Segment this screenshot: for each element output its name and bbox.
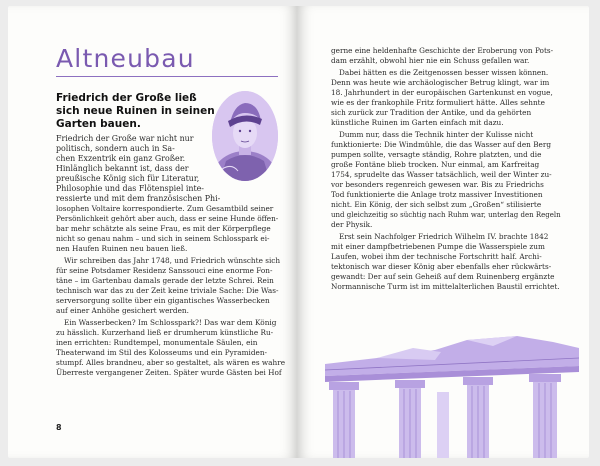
right-page: [297, 6, 589, 458]
text-line: Überreste vergangener Zeiten. Später wurde Gästen bei Hof: [56, 368, 282, 377]
text-line: 18. Jahrhundert in der europäischen Gartenkunst en vogue,: [331, 88, 553, 97]
text-line: Hinlänglich bekannt ist, dass der: [56, 164, 189, 173]
text-line: Persönlichkeit gehört aber auch, dass er seine Hunde öffen-: [56, 214, 279, 223]
left-body-text: [8, 6, 297, 458]
text-line: und gleichzeitig so süchtig nach Ruhm war, unterlag den Regeln: [331, 211, 561, 219]
lead-paragraph: Friedrich der Große ließ sich neue Ruinen in seinen Garten bauen.: [56, 92, 215, 130]
text-line: für seine Potsdamer Residenz Sanssouci eine enorme Fon-: [56, 266, 273, 275]
ruined-temple-columns-icon: [317, 336, 579, 458]
text-line: gerne eine heldenhafte Geschichte der Eroberung von Pots-: [331, 46, 554, 55]
text-line: nicht. Ein König, der sich selbst zum „Großen“ stilisierte: [331, 200, 542, 209]
text-line: serversorgung sollte über ein gigantisches Wasserbecken: [56, 296, 270, 305]
text-line: inen errichten: Rundtempel, monumentale Säulen, ein: [56, 338, 258, 347]
text-line: bar mehr schätzte als seine Frau, es mit der Körperpflege: [56, 224, 271, 233]
text-line: gewandt: Der auf sein Geheiß auf dem Ruinenberg ergänzte: [331, 272, 555, 281]
left-page: [8, 6, 297, 458]
text-line: technisch war das zu der Zeit keine triviale Sache: Die Was-: [56, 286, 279, 295]
text-line: nen Haufen Ruinen neu bauen ließ.: [56, 244, 188, 253]
text-line: losophen Voltaire korrespondierte. Zum Gesamtbild seiner: [56, 204, 274, 213]
text-line: Theaterwand im Stil des Kolosseums und ein Pyramiden-: [56, 348, 268, 357]
text-line: Dabei hätten es die Zeitgenossen besser wissen können.: [339, 68, 549, 77]
text-line: pumpen sollte, versagte ständig, Rohre platzten, und die: [331, 150, 542, 159]
page-number: 8: [56, 423, 62, 432]
text-line: dam erzählt, obwohl hier nie ein Schuss gefallen war.: [331, 56, 530, 65]
text-line: ressierte und mit dem französischen Phi-: [56, 194, 221, 203]
text-line: sich zurück zur Tradition der Antike, und da gehörten: [331, 108, 532, 117]
text-line: zu hässlich. Kurzerhand ließ er drumherum künstliche Ru-: [56, 328, 274, 337]
text-line: preußische König sich für Literatur,: [56, 174, 200, 183]
text-line: politisch, sondern auch in Sa-: [56, 144, 175, 153]
text-line: täne – im Gartenbau damals gerade der letzte Schrei. Rein: [56, 276, 274, 285]
text-line: mit einer dampfbetriebenen Pumpe die Wasserspiele zum: [331, 242, 545, 251]
chapter-title: Altneubau: [56, 44, 195, 73]
text-line: wie es der frankophile Fritz formuliert hätte. Alles sehnte: [331, 98, 545, 107]
text-line: tektonisch war dieser König aber ebenfalls eher rückwärts-: [331, 262, 552, 271]
text-line: 1754, sprudelte das Wasser tatsächlich, weil der Winter zu-: [331, 170, 552, 179]
text-line: Ein Wasserbecken? Im Schlosspark?! Das war dem König: [64, 318, 277, 327]
text-line: stumpf. Alles brandneu, aber so gestaltet, als wären es wahre: [56, 358, 286, 367]
text-line: nicht so genau nahm – und sich in seinem Schlosspark ei-: [56, 234, 270, 243]
text-line: Laufen, wobei ihm der technische Fortschritt half. Archi-: [331, 252, 542, 261]
text-line: große Fontäne blieb trocken. Nur einmal, am Karfreitag: [331, 160, 540, 169]
text-line: funktionierte: Die Windmühle, die das Wasser auf den Berg: [331, 140, 552, 149]
text-line: Tod funktionierte die Anlage trotz massiver Investitionen: [331, 190, 543, 199]
text-line: der Physik.: [331, 220, 373, 229]
text-line: Denn was heute wie archäologischer Betrug klingt, war im: [331, 78, 550, 87]
text-line: Philosophie und das Flötenspiel inte-: [56, 184, 204, 193]
text-line: Wir schreiben das Jahr 1748, und Friedrich wünschte sich: [64, 256, 281, 265]
text-line: Normannische Turm ist im mittelalterlichen Baustil errichtet.: [331, 282, 560, 291]
text-line: Friedrich der Große war nicht nur: [56, 134, 194, 143]
text-line: vor besonders regenreich gewesen war. Bis zu Friedrichs: [331, 180, 544, 189]
text-line: künstliche Ruinen im Garten einfach mit dazu.: [331, 118, 504, 127]
text-line: Erst sein Nachfolger Friedrich Wilhelm IV. brachte 1842: [339, 232, 549, 241]
text-line: auf einer Anhöhe gesichert werden.: [56, 306, 189, 315]
text-line: chen Exzentrik ein ganz Großer.: [56, 154, 186, 163]
text-line: Dumm nur, dass die Technik hinter der Kulisse nicht: [339, 130, 534, 139]
